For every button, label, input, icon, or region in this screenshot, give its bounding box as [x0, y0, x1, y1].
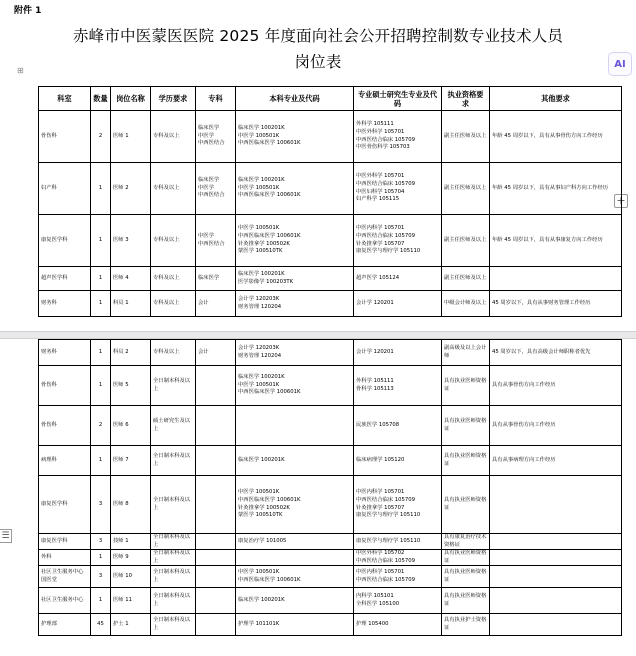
other-cell: 具有从事病理方向工作经历: [490, 446, 622, 476]
dept-cell: 妇产科: [39, 163, 91, 215]
dept-cell: 社区卫生服务中心: [39, 588, 91, 614]
master-cell-line: 中西医结合临床 105709: [356, 232, 415, 239]
education-cell: 专科及以上: [151, 267, 196, 291]
post-cell: 医师 1: [111, 111, 151, 163]
positions-table-page2: [38, 339, 622, 636]
header-dept: 科室: [39, 87, 91, 111]
bachelor-cell-line: 财务管理 120204: [238, 303, 282, 310]
count-cell: 45: [91, 614, 111, 636]
bachelor-cell-line: 中西医临床医学 100601K: [238, 389, 301, 396]
master-cell-line: 针灸推拿学 105707: [356, 240, 405, 247]
dept-cell: 康复医学科: [39, 534, 91, 550]
zhuanke-cell-line: 会计: [198, 299, 209, 306]
page-break: [0, 331, 636, 339]
table-row: [39, 614, 622, 636]
count-cell: 1: [91, 340, 111, 366]
zhuanke-cell-line: 临床医学: [198, 274, 220, 281]
table-row: [39, 267, 622, 291]
other-cell: 具有从事骨伤方向工作经历: [490, 406, 622, 446]
count-cell: 3: [91, 476, 111, 534]
zhuanke-cell-line: 中西医结合: [198, 140, 225, 147]
other-cell: [490, 566, 622, 588]
other-cell: 年龄 45 周岁以下，具有从事康复方向工作经历: [490, 215, 622, 267]
table-header-row: [39, 87, 622, 111]
count-cell: 3: [91, 534, 111, 550]
post-cell: 医师 10: [111, 566, 151, 588]
bachelor-cell-line: 财务管理 120204: [238, 352, 282, 359]
master-cell-line: 中医外科学 105701: [356, 128, 405, 135]
license-cell: 具有执业医师资格证: [442, 476, 490, 534]
zhuanke-cell: [196, 267, 236, 291]
header-post: 岗位名称: [111, 87, 151, 111]
master-cell: [354, 614, 442, 636]
master-cell-line: 超声医学 105124: [356, 274, 400, 281]
bachelor-cell: [236, 163, 354, 215]
master-cell: [354, 291, 442, 317]
license-cell: 具有执业医师资格证: [442, 588, 490, 614]
header-master: 专业硕士研究生专业及代码: [354, 87, 442, 111]
master-cell-line: 针灸推拿学 105707: [356, 504, 405, 511]
license-cell: 副主任医师及以上: [442, 111, 490, 163]
count-cell: 1: [91, 550, 111, 566]
other-cell: [490, 550, 622, 566]
license-cell: 具有执业医师资格证: [442, 550, 490, 566]
zhuanke-cell-line: 临床医学: [198, 177, 220, 184]
post-cell: 医师 5: [111, 366, 151, 406]
bachelor-cell-line: 中西医临床医学 100601K: [238, 576, 301, 583]
zhuanke-cell: [196, 406, 236, 446]
header-other: 其他要求: [490, 87, 622, 111]
count-cell: 1: [91, 267, 111, 291]
post-cell: 技师 1: [111, 534, 151, 550]
header-zhuanke: 专科: [196, 87, 236, 111]
bachelor-cell-line: 中西医临床医学 100601K: [238, 192, 301, 199]
table-row: [39, 163, 622, 215]
master-cell-line: 骨科学 105113: [356, 385, 394, 392]
bachelor-cell-line: 会计学 120203K: [238, 344, 280, 351]
other-cell: 具有从事骨伤方向工作经历: [490, 366, 622, 406]
education-cell: 全日制本科及以上: [151, 588, 196, 614]
post-cell: 医师 4: [111, 267, 151, 291]
bachelor-cell: [236, 215, 354, 267]
master-cell-line: 中医内科学 105701: [356, 569, 405, 576]
count-cell: 1: [91, 366, 111, 406]
education-cell: 专科及以上: [151, 340, 196, 366]
other-cell: 45 周岁以下，具有从事财务管理工作经历: [490, 291, 622, 317]
other-cell: [490, 267, 622, 291]
bachelor-cell: [236, 476, 354, 534]
master-cell: [354, 340, 442, 366]
license-cell: 具有执业医师资格证: [442, 446, 490, 476]
education-cell: 全日制本科及以上: [151, 566, 196, 588]
zhuanke-cell: [196, 291, 236, 317]
post-cell: 医师 7: [111, 446, 151, 476]
post-cell: 医师 9: [111, 550, 151, 566]
zhuanke-cell-line: 中医学: [198, 132, 214, 139]
table-row: [39, 111, 622, 163]
bachelor-cell-line: 中西医临床医学 100601K: [238, 496, 301, 503]
zhuanke-cell-line: 临床医学: [198, 125, 220, 132]
license-cell: 中级会计师及以上: [442, 291, 490, 317]
master-cell: [354, 215, 442, 267]
bachelor-cell: [236, 614, 354, 636]
bachelor-cell: [236, 267, 354, 291]
master-cell-line: 外科学 105111: [356, 121, 394, 128]
education-cell: 专科及以上: [151, 215, 196, 267]
bachelor-cell: [236, 406, 354, 446]
education-cell: 专科及以上: [151, 111, 196, 163]
post-cell: 科员 1: [111, 291, 151, 317]
master-cell: [354, 111, 442, 163]
master-cell-line: 中医骨伤科学 105703: [356, 144, 410, 151]
bachelor-cell-line: 临床医学 100201K: [238, 177, 285, 184]
other-cell: [490, 476, 622, 534]
other-cell: [490, 614, 622, 636]
post-cell: 医师 11: [111, 588, 151, 614]
count-cell: 1: [91, 446, 111, 476]
bachelor-cell: [236, 340, 354, 366]
document-title: 赤峰市中医蒙医医院 2025 年度面向社会公开招聘控制数专业技术人员: [72, 27, 564, 45]
master-cell-line: 中西医结合临床 105709: [356, 136, 415, 143]
zhuanke-cell: [196, 446, 236, 476]
document-title-line2: 岗位表: [294, 53, 342, 71]
count-cell: 1: [91, 215, 111, 267]
master-cell-line: 中西医结合临床 105709: [356, 180, 415, 187]
ai-assistant-button[interactable]: AI: [608, 52, 632, 76]
other-cell: 年龄 45 周岁以下，具有从事骨伤方向工作经历: [490, 111, 622, 163]
table-row: [39, 406, 622, 446]
master-cell: [354, 534, 442, 550]
bachelor-cell-line: 中西医临床医学 100601K: [238, 232, 301, 239]
bachelor-cell-line: 中医学 100501K: [238, 184, 280, 191]
master-cell-line: 全科医学 105100: [356, 600, 400, 607]
zhuanke-cell: [196, 588, 236, 614]
add-column-icon[interactable]: +: [614, 194, 628, 208]
license-cell: 具有执业医师资格证: [442, 366, 490, 406]
header-count: 数量: [91, 87, 111, 111]
zhuanke-cell-line: 中医学: [198, 184, 214, 191]
bachelor-cell: [236, 534, 354, 550]
zhuanke-cell: [196, 566, 236, 588]
master-cell-line: 外科学 105111: [356, 377, 394, 384]
license-cell: 具有康复治疗技术资格证: [442, 534, 490, 550]
master-cell: [354, 550, 442, 566]
count-cell: 3: [91, 566, 111, 588]
master-cell: [354, 406, 442, 446]
attachment-label: 附件 1: [14, 6, 42, 16]
count-cell: 1: [91, 588, 111, 614]
license-cell: 具有执业护士资格证: [442, 614, 490, 636]
bachelor-cell: [236, 588, 354, 614]
positions-table-page1: [38, 86, 622, 317]
license-cell: 副主任医师及以上: [442, 267, 490, 291]
bachelor-cell-line: 蒙医学 100510TK: [238, 248, 283, 255]
count-cell: 1: [91, 163, 111, 215]
education-cell: 专科及以上: [151, 163, 196, 215]
master-cell-line: 内科学 105101: [356, 593, 394, 600]
side-menu-icon[interactable]: ☰: [0, 529, 12, 543]
bachelor-cell-line: 临床医学 100201K: [238, 597, 285, 604]
master-cell-line: 中西医结合临床 105709: [356, 557, 415, 564]
zhuanke-cell: [196, 534, 236, 550]
dept-cell: 护理部: [39, 614, 91, 636]
post-cell: 医师 6: [111, 406, 151, 446]
table-row: [39, 566, 622, 588]
dept-cell: 社区卫生服务中心国医堂: [39, 566, 91, 588]
dept-cell: 骨伤科: [39, 406, 91, 446]
license-cell: 副主任医师及以上: [442, 163, 490, 215]
dept-cell: 康复医学科: [39, 215, 91, 267]
table-row: [39, 588, 622, 614]
bachelor-cell-line: 中西医临床医学 100601K: [238, 140, 301, 147]
header-education: 学历要求: [151, 87, 196, 111]
zhuanke-cell: [196, 366, 236, 406]
post-cell: 医师 2: [111, 163, 151, 215]
other-cell: [490, 534, 622, 550]
license-cell: 副高级及以上会计师: [442, 340, 490, 366]
bachelor-cell-line: 中医学 100501K: [238, 225, 280, 232]
bachelor-cell: [236, 566, 354, 588]
dept-cell: 康复医学科: [39, 476, 91, 534]
education-cell: 全日制本科及以上: [151, 446, 196, 476]
count-cell: 2: [91, 111, 111, 163]
bachelor-cell-line: 临床医学 100201K: [238, 374, 285, 381]
master-cell-line: 护理 105400: [356, 621, 389, 628]
education-cell: 全日制本科及以上: [151, 550, 196, 566]
zhuanke-cell-line: 中西医结合: [198, 192, 225, 199]
zhuanke-cell-line: 会计: [198, 348, 209, 355]
bachelor-cell: [236, 291, 354, 317]
master-cell-line: 会计学 120201: [356, 348, 394, 355]
master-cell-line: 临床病理学 105120: [356, 456, 405, 463]
dept-cell: 骨伤科: [39, 111, 91, 163]
master-cell: [354, 366, 442, 406]
master-cell: [354, 476, 442, 534]
bachelor-cell-line: 会计学 120203K: [238, 295, 280, 302]
zhuanke-cell: [196, 163, 236, 215]
other-cell: [490, 588, 622, 614]
master-cell: [354, 566, 442, 588]
bachelor-cell-line: 蒙医学 100510TK: [238, 512, 283, 519]
count-cell: 2: [91, 406, 111, 446]
master-cell-line: 康复医学与理疗学 105110: [356, 512, 421, 519]
table-move-handle-icon[interactable]: ⊞: [17, 66, 24, 75]
master-cell-line: 中西医结合临床 105709: [356, 496, 415, 503]
table-row: [39, 476, 622, 534]
master-cell-line: 中医外科学 105702: [356, 550, 405, 557]
education-cell: 硕士研究生及以上: [151, 406, 196, 446]
zhuanke-cell-line: 中医学: [198, 232, 214, 239]
bachelor-cell: [236, 550, 354, 566]
zhuanke-cell: [196, 550, 236, 566]
zhuanke-cell: [196, 340, 236, 366]
master-cell: [354, 588, 442, 614]
zhuanke-cell: [196, 215, 236, 267]
post-cell: 医师 3: [111, 215, 151, 267]
master-cell: [354, 267, 442, 291]
post-cell: 医师 8: [111, 476, 151, 534]
master-cell-line: 中医妇科学 105704: [356, 188, 405, 195]
other-cell: 45 周岁以下，具有高级会计师职称者优先: [490, 340, 622, 366]
post-cell: 护士 1: [111, 614, 151, 636]
dept-cell: 骨伤科: [39, 366, 91, 406]
zhuanke-cell: [196, 111, 236, 163]
dept-cell: 财务科: [39, 291, 91, 317]
bachelor-cell-line: 康复治疗学 101005: [238, 537, 287, 544]
master-cell: [354, 446, 442, 476]
master-cell-line: 中医内科学 105701: [356, 489, 405, 496]
bachelor-cell-line: 临床医学 100201K: [238, 125, 285, 132]
table-row: [39, 550, 622, 566]
bachelor-cell-line: 中医学 100501K: [238, 132, 280, 139]
bachelor-cell-line: 针灸推拿学 100502K: [238, 240, 290, 247]
bachelor-cell: [236, 366, 354, 406]
table-row: [39, 366, 622, 406]
table-row: [39, 340, 622, 366]
education-cell: 专科及以上: [151, 291, 196, 317]
bachelor-cell-line: 中医学 100501K: [238, 569, 280, 576]
master-cell-line: 中医外科学 105701: [356, 173, 405, 180]
table-row: [39, 534, 622, 550]
bachelor-cell-line: 针灸推拿学 100502K: [238, 504, 290, 511]
education-cell: 全日制本科及以上: [151, 534, 196, 550]
table-row: [39, 446, 622, 476]
license-cell: 具有执业医师资格证: [442, 406, 490, 446]
bachelor-cell-line: 中医学 100501K: [238, 381, 280, 388]
master-cell-line: 会计学 120201: [356, 299, 394, 306]
education-cell: 全日制本科及以上: [151, 366, 196, 406]
license-cell: 具有执业医师资格证: [442, 566, 490, 588]
bachelor-cell: [236, 446, 354, 476]
license-cell: 副主任医师及以上: [442, 215, 490, 267]
count-cell: 1: [91, 291, 111, 317]
header-bachelor: 本科专业及代码: [236, 87, 354, 111]
bachelor-cell-line: 医学影像学 100203TK: [238, 278, 294, 285]
bachelor-cell-line: 中医学 100501K: [238, 489, 280, 496]
zhuanke-cell: [196, 476, 236, 534]
master-cell-line: 康复医学与理疗学 105110: [356, 248, 421, 255]
dept-cell: 外科: [39, 550, 91, 566]
bachelor-cell: [236, 111, 354, 163]
master-cell-line: 妇产科学 105115: [356, 196, 400, 203]
master-cell-line: 民族医学 105708: [356, 421, 400, 428]
master-cell-line: 中医内科学 105701: [356, 225, 405, 232]
bachelor-cell-line: 护理学 101101K: [238, 621, 280, 628]
post-cell: 科员 2: [111, 340, 151, 366]
table-row: [39, 291, 622, 317]
master-cell: [354, 163, 442, 215]
dept-cell: 财务科: [39, 340, 91, 366]
master-cell-line: 中西医结合临床 105709: [356, 576, 415, 583]
header-license: 执业资格要求: [442, 87, 490, 111]
table-row: [39, 215, 622, 267]
zhuanke-cell-line: 中西医结合: [198, 240, 225, 247]
bachelor-cell-line: 临床医学 100201K: [238, 456, 285, 463]
education-cell: 全日制本科及以上: [151, 614, 196, 636]
bachelor-cell-line: 临床医学 100201K: [238, 270, 285, 277]
master-cell-line: 康复医学与理疗学 105110: [356, 537, 421, 544]
education-cell: 全日制本科及以上: [151, 476, 196, 534]
zhuanke-cell: [196, 614, 236, 636]
dept-cell: 病理科: [39, 446, 91, 476]
dept-cell: 超声医学科: [39, 267, 91, 291]
other-cell: 年龄 45 周岁以下，具有从事妇产科方向工作经历: [490, 163, 622, 215]
